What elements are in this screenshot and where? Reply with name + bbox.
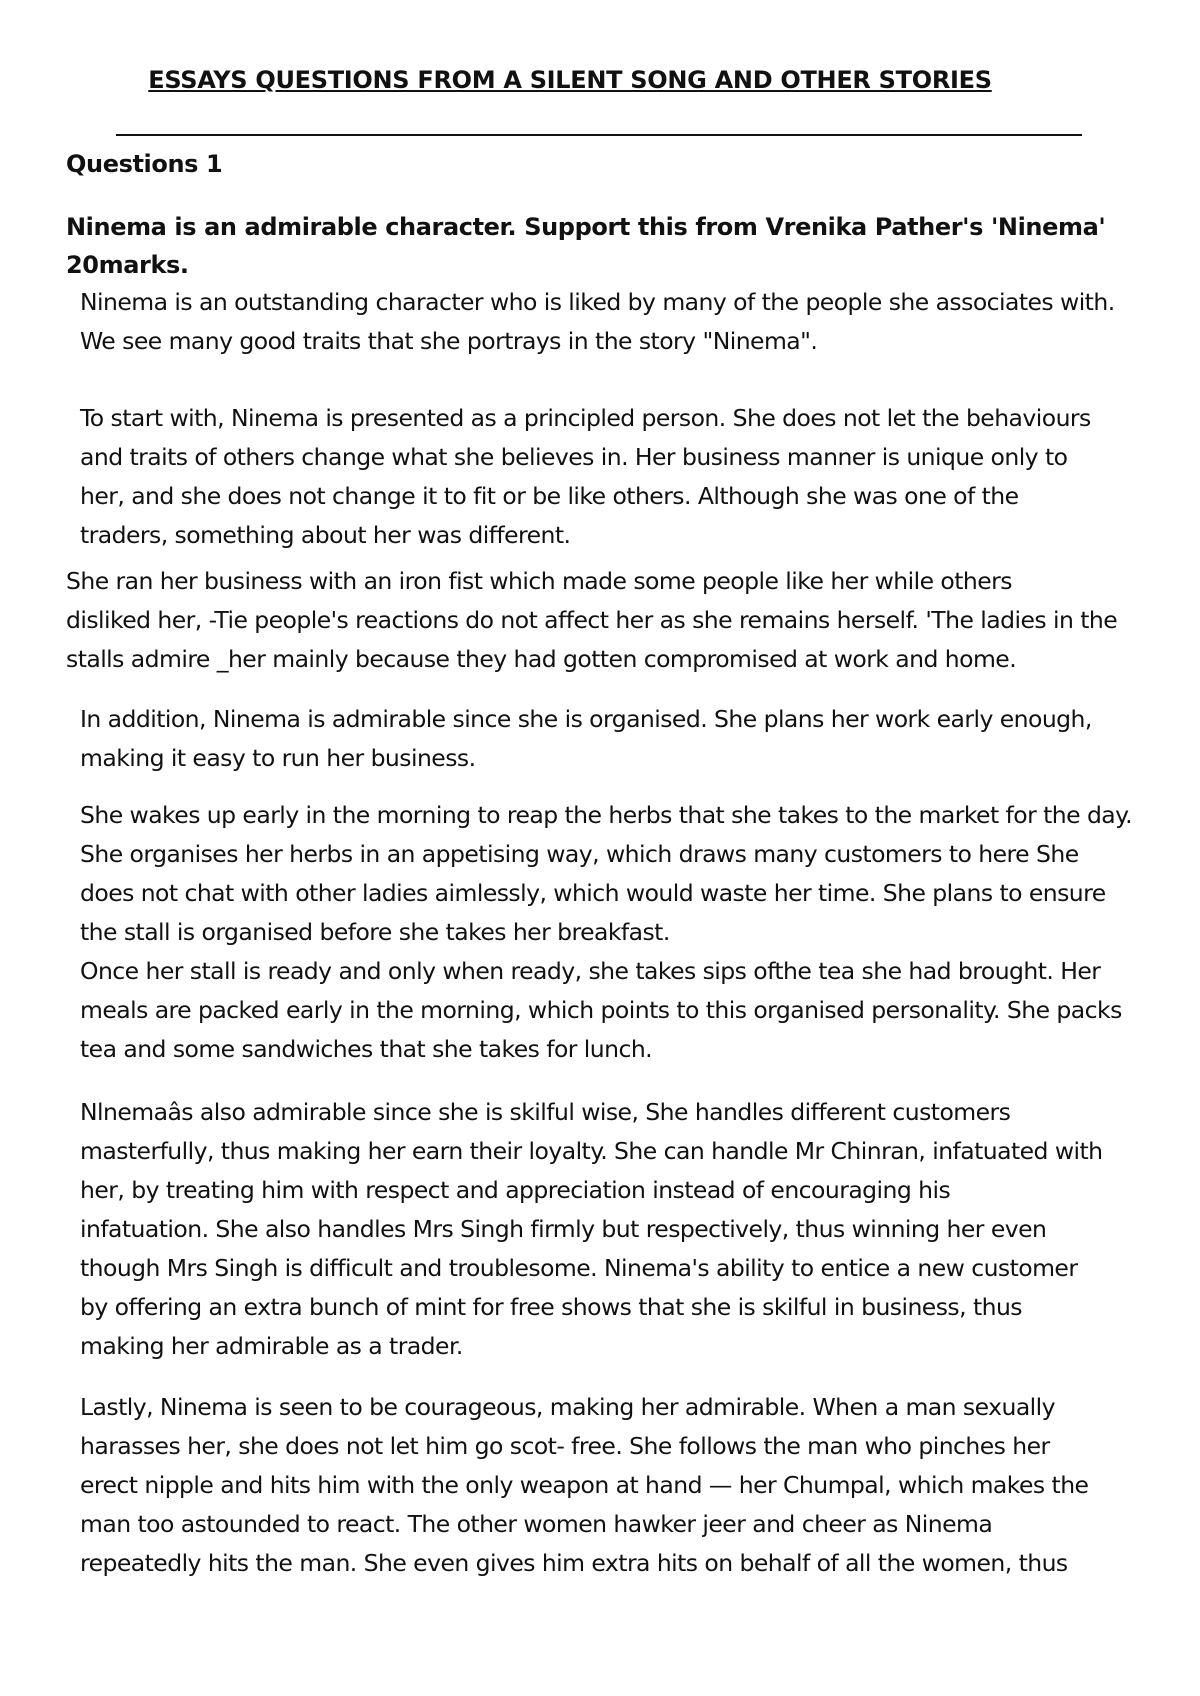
question-text: Ninema is an admirable character. Support this from Vrenika Pather's 'Ninema' 20marks. [66,213,1106,279]
paragraph-line: her, and she does not change it to fit or be like others. Although she was one of the [80,482,1019,510]
paragraph-line: making her admirable as a trader. [80,1332,463,1360]
paragraph-line: traders, something about her was different. [80,521,571,549]
essay-paragraph [80,796,1132,1069]
paragraph-line: harasses her, she does not let him go scot- free. She follows the man who pinches her [80,1432,1050,1460]
document-title: ESSAYS QUESTIONS FROM A SILENT SONG AND OTHER STORIES [148,66,992,94]
paragraph-line: the stall is organised before she takes her breakfast. [80,918,670,946]
paragraph-line: by offering an extra bunch of mint for free shows that she is skilful in business, thus [80,1293,1022,1321]
paragraph-line: erect nipple and hits him with the only weapon at hand — her Chumpal, which makes the [80,1471,1089,1499]
essay-paragraph [80,700,1092,778]
paragraph-line: She organises her herbs in an appetising way, which draws many customers to here She [80,840,1079,868]
paragraph-line: her, by treating him with respect and appreciation instead of encouraging his [80,1176,951,1204]
essay-paragraph [80,1388,1088,1583]
paragraph-line: stalls admire _her mainly because they had gotten compromised at work and home. [66,645,1017,673]
paragraph-line: though Mrs Singh is difficult and troublesome. Ninema's ability to entice a new customer [80,1254,1078,1282]
paragraph-line: man too astounded to react. The other women hawker jeer and cheer as Ninema [80,1510,993,1538]
paragraph-line: To start with, Ninema is presented as a principled person. She does not let the behaviours [80,404,1091,432]
paragraph-line: Ninema is an outstanding character who is liked by many of the people she associates with. [80,288,1115,316]
paragraph-line: does not chat with other ladies aimlessly, which would waste her time. She plans to ensure [80,879,1106,907]
paragraph-line: Nlnemaâs also admirable since she is skilful wise, She handles different customers [80,1098,1011,1126]
paragraph-line: She wakes up early in the morning to reap the herbs that she takes to the market for the day. [80,801,1133,829]
paragraph-line: disliked her, -Tie people's reactions do not affect her as she remains herself. 'The ladies in the [66,606,1118,634]
paragraph-line: She ran her business with an iron fist which made some people like her while others [66,567,1012,595]
paragraph-line: In addition, Ninema is admirable since she is organised. She plans her work early enough, [80,705,1092,733]
paragraph-line: and traits of others change what she believes in. Her business manner is unique only to [80,443,1068,471]
paragraph-line: meals are packed early in the morning, which points to this organised personality. She packs [80,996,1122,1024]
paragraph-line: We see many good traits that she portrays in the story "Ninema". [80,327,818,355]
essay-paragraph [80,283,1115,361]
paragraph-line: repeatedly hits the man. She even gives him extra hits on behalf of all the women, thus [80,1549,1068,1577]
essay-paragraph [66,562,1117,679]
paragraph-line: making it easy to run her business. [80,744,476,772]
paragraph-line: masterfully, thus making her earn their loyalty. She can handle Mr Chinran, infatuated with [80,1137,1103,1165]
paragraph-line: Lastly, Ninema is seen to be courageous, making her admirable. When a man sexually [80,1393,1055,1421]
question-label: Questions 1 [66,150,223,178]
paragraph-line: infatuation. She also handles Mrs Singh firmly but respectively, thus winning her even [80,1215,1047,1243]
title-divider [116,134,1082,136]
paragraph-line: Once her stall is ready and only when ready, she takes sips ofthe tea she had brought. Her [80,957,1101,985]
essay-paragraph [80,399,1091,555]
essay-paragraph [80,1093,1103,1366]
paragraph-line: tea and some sandwiches that she takes for lunch. [80,1035,653,1063]
